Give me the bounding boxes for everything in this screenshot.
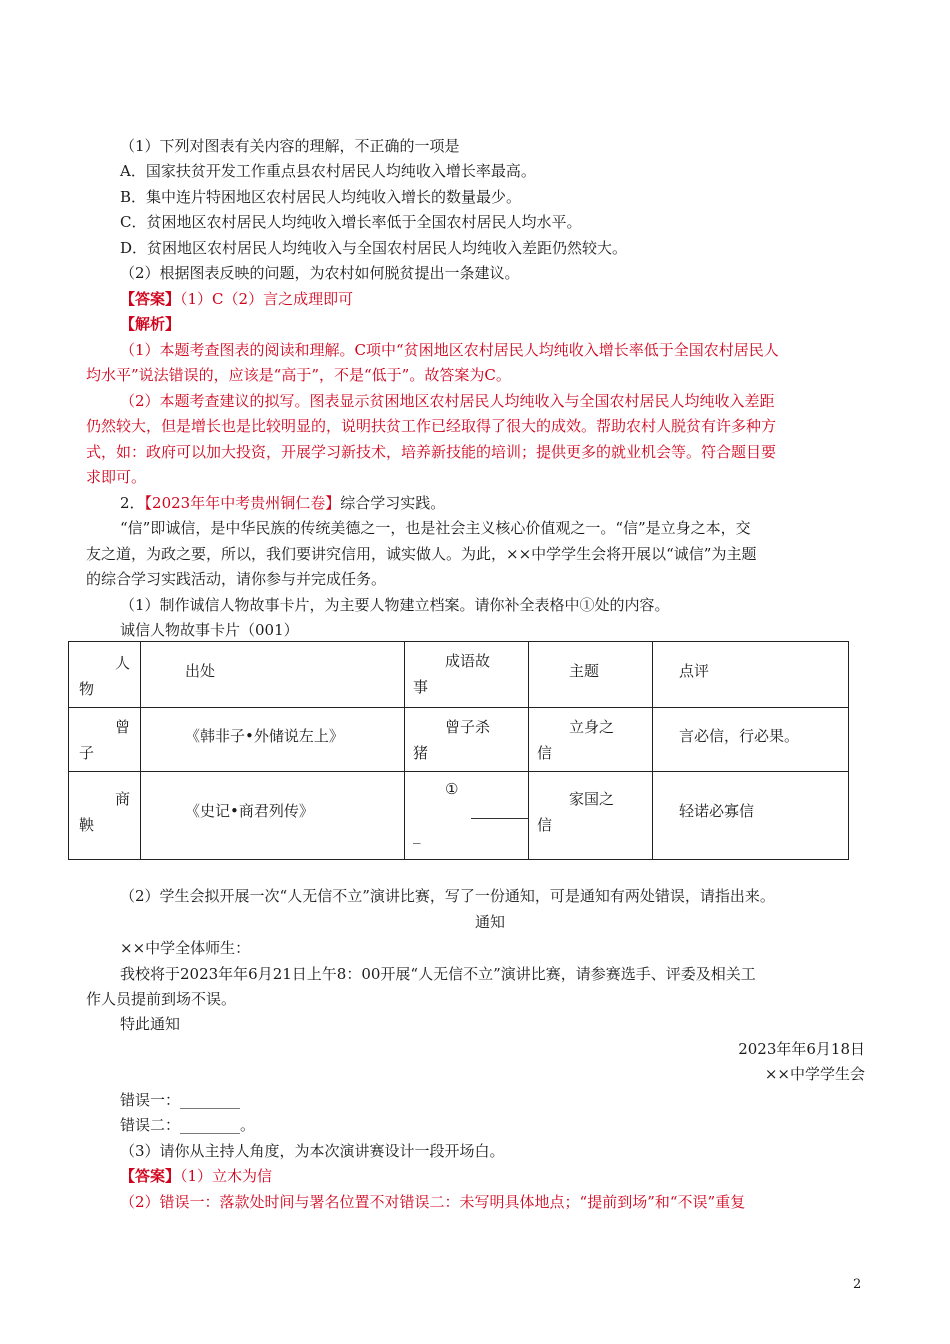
q2-answer-1 [120,1165,272,1187]
analysis-2-line-1: （2）本题考查建议的拟写。图表显示贫困地区农村居民人均纯收入与全国农村居民人均纯收入差距 [120,392,775,410]
row-2-idiom-line-2: _ [413,826,421,844]
notice-body-line-1: 我校将于2023年年6月21日上午8：00开展“人无信不立”演讲比赛，请参赛选手、评委及相关工 [120,965,756,983]
answer-tag: 【答案】 [120,1167,181,1185]
q2-task-3: （3）请你从主持人角度，为本次演讲赛设计一段开场白。 [120,1142,505,1160]
row-1-theme [529,708,653,772]
circled-one-marker: ① [445,780,459,798]
table-header-row [69,642,849,708]
q1-option-d: D．贫困地区农村居民人均纯收入与全国农村居民人均纯收入差距仍然较大。 [120,239,628,257]
row-2-source [141,772,405,860]
row-2-person [69,772,141,860]
row-1-theme-line-2: 信 [537,744,553,762]
q2-number: 2． [120,494,145,512]
q1-stem: （1）下列对图表有关内容的理解，不正确的一项是 [120,137,460,155]
answer-1-text: （1）立木为信 [180,1167,273,1185]
answer-blank-line [471,802,529,832]
header-source-text: 出处 [185,662,216,680]
header-theme [529,642,653,708]
card-title: 诚信人物故事卡片（001） [120,621,299,639]
row-2-comment [653,772,849,860]
row-1-idiom [405,708,529,772]
table-row [69,708,849,772]
answer-tag: 【答案】 [120,290,181,308]
row-2-person-line-2: 鞅 [79,816,95,834]
row-1-comment-text: 言必信，行必果。 [679,727,800,745]
row-2-source-text: 《史记•商君列传》 [185,802,314,820]
row-1-idiom-line-1: 曾子杀 [445,718,491,736]
notice-salutation: ××中学全体师生： [120,939,251,957]
analysis-2-line-4: 求即可。 [86,468,147,486]
row-2-person-line-1: 商 [115,790,131,808]
row-2-theme [529,772,653,860]
q2-intro-line-3: 的综合学习实践活动，请你参与并完成任务。 [86,570,387,588]
error-two: 错误二：________。 [120,1116,256,1134]
header-comment-text: 点评 [679,662,710,680]
q2-intro-line-1: “信”即诚信，是中华民族的传统美德之一，也是社会主义核心价值观之一。“信”是立身之本，交 [120,519,751,537]
row-1-source-text: 《韩非子•外储说左上》 [185,727,344,745]
analysis-2-line-2: 仍然较大，但是增长也是比较明显的，说明扶贫工作已经取得了很大的成效。帮助农村人脱贫有许多种方 [86,417,777,435]
page-number: 2 [853,1277,862,1292]
error-one: 错误一：________ [120,1091,241,1109]
analysis-tag: 【解析】 [120,315,181,333]
q2-task-2: （2）学生会拟开展一次“人无信不立”演讲比赛，写了一份通知，可是通知有两处错误，请指出来。 [120,887,775,905]
analysis-1-line-2: 均水平”说法错误的，应该是“高于”，不是“低于”。故答案为C。 [86,366,511,384]
row-2-idiom-blank[interactable] [405,772,529,860]
header-idiom [405,642,529,708]
row-2-theme-line-2: 信 [537,816,553,834]
row-1-comment [653,708,849,772]
q2-answer-2: （2）错误一：落款处时间与署名位置不对错误二：未写明具体地点；“提前到场”和“不误”重复 [120,1193,746,1211]
q1-option-a: A．国家扶贫开发工作重点县农村居民人均纯收入增长率最高。 [120,162,536,180]
q1-option-b: B．集中连片特困地区农村居民人均纯收入增长的数量最少。 [120,188,522,206]
header-person [69,642,141,708]
notice-signature: ××中学学生会 [764,1065,865,1083]
row-2-comment-text: 轻诺必寡信 [679,802,755,820]
table-row [69,772,849,860]
q2-heading [120,492,445,514]
notice-body-line-2: 作人员提前到场不误。 [86,990,237,1008]
q2-task-1: （1）制作诚信人物故事卡片，为主要人物建立档案。请你补全表格中①处的内容。 [120,596,670,614]
header-comment [653,642,849,708]
answer-text: （1）C（2）言之成理即可 [180,290,354,308]
header-theme-text: 主题 [569,662,600,680]
q1-option-c: C．贫困地区农村居民人均纯收入增长率低于全国农村居民人均水平。 [120,213,582,231]
q2-title: 综合学习实践。 [340,494,446,512]
notice-date: 2023年年6月18日 [738,1040,865,1058]
header-source [141,642,405,708]
row-1-idiom-line-2: 猪 [413,744,429,762]
q2-intro-line-2: 友之道，为政之要，所以，我们要讲究信用，诚实做人。为此，××中学学生会将开展以“诚信”为主题 [86,545,757,563]
header-person-line-2: 物 [79,680,95,698]
row-1-person-line-2: 子 [79,744,95,762]
row-1-person [69,708,141,772]
analysis-2-line-3: 式，如：政府可以加大投资，开展学习新技术，培养新技能的培训；提供更多的就业机会等。符合题目要 [86,443,777,461]
analysis-1-line-1: （1）本题考查图表的阅读和理解。C项中“贫困地区农村居民人均纯收入增长率低于全国农村居民人 [120,341,779,359]
story-card-table [68,641,849,860]
q2-source: 【2023年年中考贵州铜仁卷】 [144,494,341,512]
notice-closing: 特此通知 [120,1015,181,1033]
q1-answer [120,288,353,310]
header-person-line-1: 人 [115,654,131,672]
row-1-theme-line-1: 立身之 [569,718,615,736]
q1-subquestion-2: （2）根据图表反映的问题，为农村如何脱贫提出一条建议。 [120,264,520,282]
notice-title: 通知 [475,913,506,931]
header-idiom-line-2: 事 [413,678,429,696]
row-1-source [141,708,405,772]
row-1-person-line-1: 曾 [115,718,131,736]
row-2-theme-line-1: 家国之 [569,790,615,808]
header-idiom-line-1: 成语故 [445,652,491,670]
